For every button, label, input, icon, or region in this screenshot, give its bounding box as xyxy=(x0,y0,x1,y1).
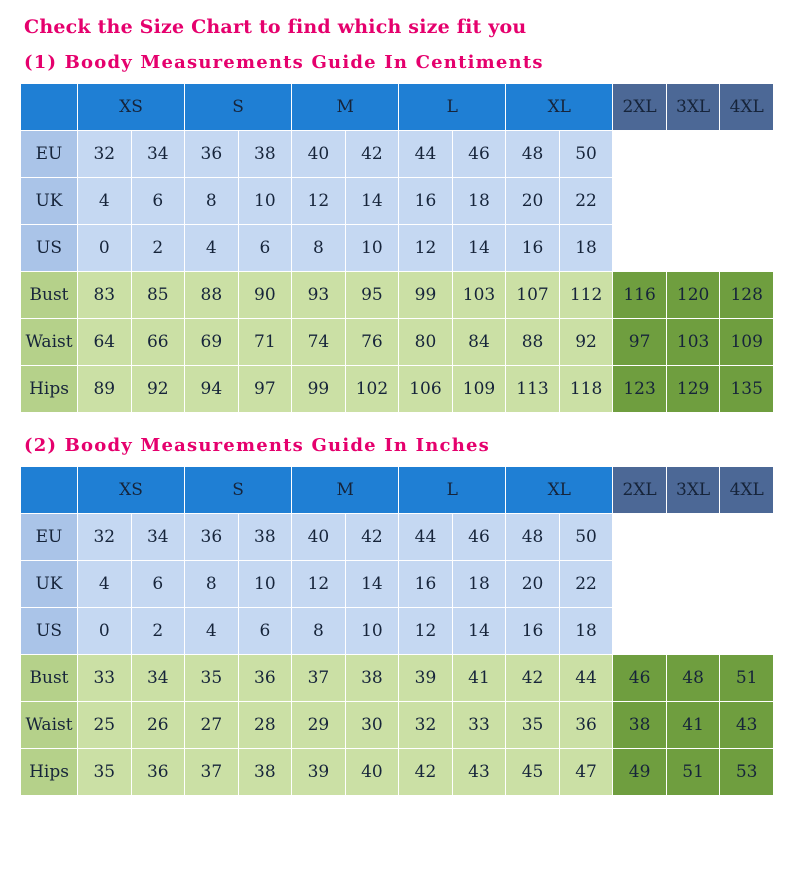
header-corner-blank xyxy=(21,467,78,514)
cell: 49 xyxy=(613,749,667,796)
cell: 88 xyxy=(185,272,239,319)
cell: 92 xyxy=(559,319,613,366)
cell: 66 xyxy=(131,319,185,366)
cell: 38 xyxy=(238,749,292,796)
cell: 4 xyxy=(78,178,132,225)
row-label-eu: EU xyxy=(21,514,78,561)
header-size-4xl: 4XL xyxy=(720,84,774,131)
cell: 0 xyxy=(78,608,132,655)
cell: 97 xyxy=(613,319,667,366)
cell: 12 xyxy=(399,225,453,272)
cell: 36 xyxy=(185,514,239,561)
cell-empty xyxy=(720,514,774,561)
cell: 10 xyxy=(238,561,292,608)
cell: 109 xyxy=(452,366,506,413)
cell: 10 xyxy=(238,178,292,225)
cell: 103 xyxy=(452,272,506,319)
cell: 33 xyxy=(78,655,132,702)
row-label-hips: Hips xyxy=(21,366,78,413)
cell: 50 xyxy=(559,514,613,561)
cell: 32 xyxy=(399,702,453,749)
cell: 16 xyxy=(506,608,560,655)
cell: 29 xyxy=(292,702,346,749)
cell: 8 xyxy=(292,608,346,655)
cell: 42 xyxy=(345,514,399,561)
cell: 99 xyxy=(399,272,453,319)
cell: 6 xyxy=(131,178,185,225)
cell: 38 xyxy=(345,655,399,702)
cell: 36 xyxy=(238,655,292,702)
cell: 88 xyxy=(506,319,560,366)
cell: 35 xyxy=(78,749,132,796)
cell: 80 xyxy=(399,319,453,366)
cell: 2 xyxy=(131,608,185,655)
cell: 53 xyxy=(720,749,774,796)
header-size-xl: XL xyxy=(506,84,613,131)
cell: 0 xyxy=(78,225,132,272)
table-row xyxy=(21,702,774,749)
section-title-cm: (1) Boody Measurements Guide In Centiments xyxy=(24,52,544,73)
cell: 90 xyxy=(238,272,292,319)
cell: 38 xyxy=(238,131,292,178)
cell: 6 xyxy=(238,608,292,655)
cell: 40 xyxy=(345,749,399,796)
cell: 18 xyxy=(452,561,506,608)
cell: 40 xyxy=(292,514,346,561)
row-label-waist: Waist xyxy=(21,319,78,366)
table-row xyxy=(21,749,774,796)
table-header-row xyxy=(21,84,774,131)
cell: 112 xyxy=(559,272,613,319)
cell: 46 xyxy=(613,655,667,702)
cell-empty xyxy=(613,608,667,655)
cell: 34 xyxy=(131,131,185,178)
cell-empty xyxy=(720,608,774,655)
header-size-4xl: 4XL xyxy=(720,467,774,514)
section-title-inches: (2) Boody Measurements Guide In Inches xyxy=(24,435,490,456)
cell: 83 xyxy=(78,272,132,319)
cell: 43 xyxy=(720,702,774,749)
cell: 10 xyxy=(345,608,399,655)
cell: 44 xyxy=(399,131,453,178)
cell: 51 xyxy=(666,749,720,796)
cell: 37 xyxy=(185,749,239,796)
row-label-uk: UK xyxy=(21,561,78,608)
size-chart-section-inches xyxy=(20,435,774,796)
cell: 39 xyxy=(292,749,346,796)
cell: 120 xyxy=(666,272,720,319)
cell: 4 xyxy=(185,608,239,655)
row-label-uk: UK xyxy=(21,178,78,225)
cell: 4 xyxy=(185,225,239,272)
cell: 35 xyxy=(185,655,239,702)
cell-empty xyxy=(666,225,720,272)
cell: 38 xyxy=(613,702,667,749)
cell: 40 xyxy=(292,131,346,178)
cell-empty xyxy=(720,131,774,178)
table-row xyxy=(21,178,774,225)
cell-empty xyxy=(720,225,774,272)
cell: 8 xyxy=(292,225,346,272)
cell: 2 xyxy=(131,225,185,272)
cell: 8 xyxy=(185,178,239,225)
cell: 42 xyxy=(345,131,399,178)
cell: 16 xyxy=(399,561,453,608)
cell: 64 xyxy=(78,319,132,366)
cell: 69 xyxy=(185,319,239,366)
size-chart-table-cm xyxy=(20,83,774,413)
cell: 74 xyxy=(292,319,346,366)
cell: 129 xyxy=(666,366,720,413)
cell: 95 xyxy=(345,272,399,319)
cell: 42 xyxy=(506,655,560,702)
table-header-row xyxy=(21,467,774,514)
header-size-xl: XL xyxy=(506,467,613,514)
cell: 44 xyxy=(399,514,453,561)
cell: 135 xyxy=(720,366,774,413)
cell: 34 xyxy=(131,655,185,702)
header-size-m: M xyxy=(292,467,399,514)
cell: 107 xyxy=(506,272,560,319)
cell: 34 xyxy=(131,514,185,561)
cell: 30 xyxy=(345,702,399,749)
cell: 10 xyxy=(345,225,399,272)
cell: 26 xyxy=(131,702,185,749)
cell: 99 xyxy=(292,366,346,413)
cell: 12 xyxy=(292,178,346,225)
cell: 48 xyxy=(506,514,560,561)
cell: 6 xyxy=(131,561,185,608)
cell: 20 xyxy=(506,178,560,225)
cell: 41 xyxy=(452,655,506,702)
cell-empty xyxy=(720,561,774,608)
table-row xyxy=(21,319,774,366)
cell: 37 xyxy=(292,655,346,702)
cell: 14 xyxy=(345,561,399,608)
cell: 89 xyxy=(78,366,132,413)
cell: 36 xyxy=(131,749,185,796)
cell: 84 xyxy=(452,319,506,366)
table-row xyxy=(21,131,774,178)
cell: 14 xyxy=(452,608,506,655)
table-row xyxy=(21,225,774,272)
cell-empty xyxy=(666,561,720,608)
cell: 48 xyxy=(666,655,720,702)
cell: 41 xyxy=(666,702,720,749)
cell: 28 xyxy=(238,702,292,749)
row-label-us: US xyxy=(21,225,78,272)
cell: 128 xyxy=(720,272,774,319)
cell: 46 xyxy=(452,514,506,561)
header-size-xs: XS xyxy=(78,467,185,514)
cell-empty xyxy=(720,178,774,225)
cell: 103 xyxy=(666,319,720,366)
cell: 39 xyxy=(399,655,453,702)
cell: 36 xyxy=(185,131,239,178)
cell: 16 xyxy=(399,178,453,225)
cell-empty xyxy=(613,178,667,225)
cell: 14 xyxy=(452,225,506,272)
cell-empty xyxy=(613,225,667,272)
cell: 113 xyxy=(506,366,560,413)
cell: 35 xyxy=(506,702,560,749)
cell: 16 xyxy=(506,225,560,272)
row-label-waist: Waist xyxy=(21,702,78,749)
cell: 76 xyxy=(345,319,399,366)
table-row xyxy=(21,366,774,413)
table-row xyxy=(21,514,774,561)
cell: 71 xyxy=(238,319,292,366)
cell: 42 xyxy=(399,749,453,796)
cell: 22 xyxy=(559,561,613,608)
cell: 14 xyxy=(345,178,399,225)
cell: 106 xyxy=(399,366,453,413)
cell: 22 xyxy=(559,178,613,225)
header-size-l: L xyxy=(399,84,506,131)
cell: 18 xyxy=(559,608,613,655)
cell: 93 xyxy=(292,272,346,319)
cell: 25 xyxy=(78,702,132,749)
cell: 118 xyxy=(559,366,613,413)
row-label-us: US xyxy=(21,608,78,655)
cell-empty xyxy=(613,131,667,178)
size-chart-table-inches xyxy=(20,466,774,796)
cell: 20 xyxy=(506,561,560,608)
row-label-bust: Bust xyxy=(21,272,78,319)
cell: 50 xyxy=(559,131,613,178)
cell: 18 xyxy=(452,178,506,225)
header-size-s: S xyxy=(185,84,292,131)
size-chart-section-cm xyxy=(20,52,774,413)
cell: 43 xyxy=(452,749,506,796)
cell: 48 xyxy=(506,131,560,178)
cell: 33 xyxy=(452,702,506,749)
cell: 27 xyxy=(185,702,239,749)
header-corner-blank xyxy=(21,84,78,131)
table-row xyxy=(21,561,774,608)
cell: 46 xyxy=(452,131,506,178)
cell: 51 xyxy=(720,655,774,702)
table-row xyxy=(21,608,774,655)
cell-empty xyxy=(613,514,667,561)
header-size-2xl: 2XL xyxy=(613,467,667,514)
cell: 109 xyxy=(720,319,774,366)
cell: 38 xyxy=(238,514,292,561)
page-title: Check the Size Chart to find which size fit you xyxy=(24,16,527,38)
cell: 123 xyxy=(613,366,667,413)
cell: 85 xyxy=(131,272,185,319)
cell-empty xyxy=(666,131,720,178)
cell: 94 xyxy=(185,366,239,413)
cell: 8 xyxy=(185,561,239,608)
cell: 32 xyxy=(78,131,132,178)
cell: 92 xyxy=(131,366,185,413)
header-size-m: M xyxy=(292,84,399,131)
cell-empty xyxy=(666,514,720,561)
cell: 12 xyxy=(292,561,346,608)
row-label-bust: Bust xyxy=(21,655,78,702)
cell: 4 xyxy=(78,561,132,608)
cell: 12 xyxy=(399,608,453,655)
cell: 47 xyxy=(559,749,613,796)
header-size-2xl: 2XL xyxy=(613,84,667,131)
cell: 44 xyxy=(559,655,613,702)
cell: 45 xyxy=(506,749,560,796)
row-label-hips: Hips xyxy=(21,749,78,796)
cell: 32 xyxy=(78,514,132,561)
row-label-eu: EU xyxy=(21,131,78,178)
cell-empty xyxy=(666,178,720,225)
cell: 102 xyxy=(345,366,399,413)
cell-empty xyxy=(666,608,720,655)
cell-empty xyxy=(613,561,667,608)
header-size-s: S xyxy=(185,467,292,514)
header-size-3xl: 3XL xyxy=(666,84,720,131)
cell: 97 xyxy=(238,366,292,413)
cell: 36 xyxy=(559,702,613,749)
header-size-xs: XS xyxy=(78,84,185,131)
cell: 6 xyxy=(238,225,292,272)
cell: 116 xyxy=(613,272,667,319)
cell: 18 xyxy=(559,225,613,272)
table-row xyxy=(21,655,774,702)
header-size-3xl: 3XL xyxy=(666,467,720,514)
header-size-l: L xyxy=(399,467,506,514)
table-row xyxy=(21,272,774,319)
